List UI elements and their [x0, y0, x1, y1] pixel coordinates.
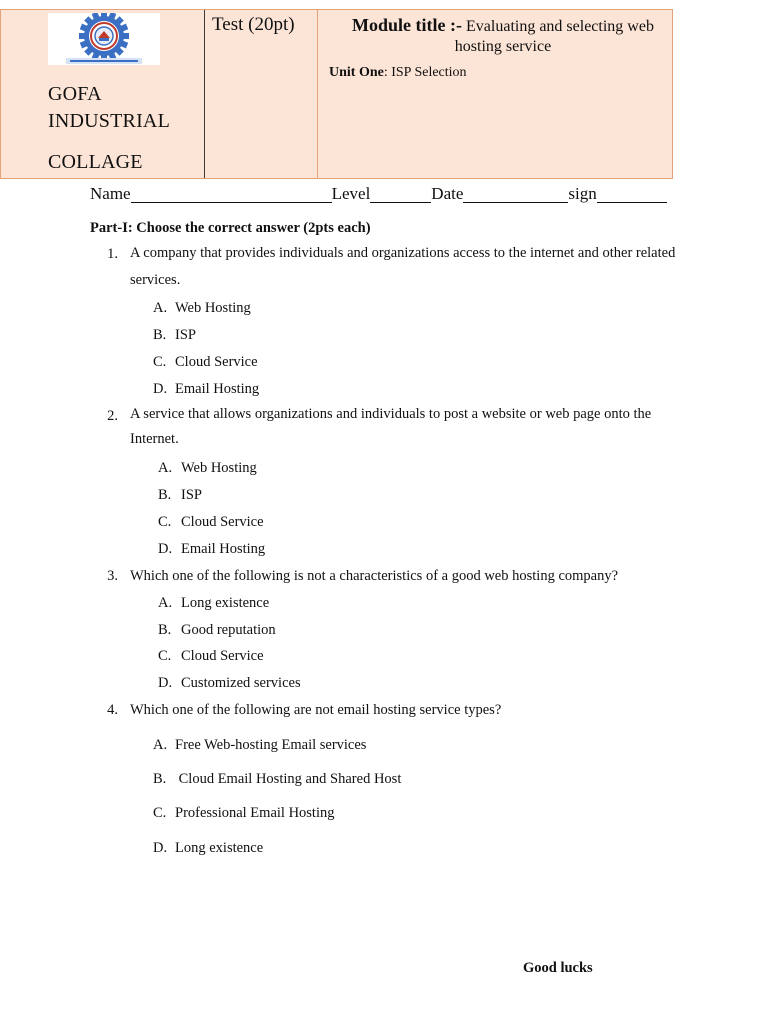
unit-label: Unit One — [329, 65, 384, 80]
option-text[interactable]: Cloud Service — [175, 354, 258, 370]
option-letter: A. — [158, 460, 173, 476]
question-text: Which one of the following is not a characteristics of a good web hosting company? — [130, 568, 619, 584]
question-text: Which one of the following are not email hosting service types? — [130, 702, 502, 718]
option-text[interactable]: Professional Email Hosting — [175, 805, 335, 821]
school-cell — [1, 10, 205, 178]
option-text[interactable]: Long existence — [181, 595, 270, 611]
question-number: 3. — [107, 568, 118, 584]
student-info-line — [90, 184, 674, 204]
option-text[interactable]: Cloud Service — [181, 648, 264, 664]
option-text[interactable]: Email Hosting — [175, 381, 260, 397]
date-label: Date — [431, 184, 464, 203]
question-text: A company that provides individuals and organizations access to the internet and other related services. — [130, 245, 676, 288]
option-text[interactable]: Long existence — [175, 840, 264, 856]
college-logo — [48, 13, 160, 65]
option-text[interactable]: ISP — [175, 327, 196, 343]
question-number: 2. — [107, 408, 118, 424]
option-letter: A. — [153, 737, 168, 753]
option-text[interactable]: Good reputation — [181, 622, 276, 638]
question-text: A service that allows organizations and individuals to post a website or web page onto the Internet. — [130, 406, 652, 447]
option-letter: C. — [158, 648, 172, 664]
option-letter: D. — [158, 675, 173, 691]
header-table — [0, 9, 673, 179]
closing-remark: Good lucks — [523, 960, 593, 976]
unit-value: : ISP Selection — [383, 65, 467, 80]
option-text[interactable]: Free Web-hosting Email services — [175, 737, 367, 753]
level-label: Level — [331, 184, 371, 203]
option-letter: D. — [153, 381, 168, 397]
option-letter: B. — [158, 487, 172, 503]
option-letter: A. — [153, 300, 168, 316]
option-text[interactable]: Cloud Service — [181, 514, 264, 530]
option-text[interactable]: Cloud Email Hosting and Shared Host — [175, 771, 402, 787]
option-text[interactable]: Customized services — [181, 675, 301, 691]
module-title — [330, 15, 676, 57]
name-label: Name — [90, 184, 131, 203]
option-letter: D. — [153, 840, 168, 856]
option-letter: D. — [158, 541, 173, 557]
sign-label: sign — [568, 184, 597, 203]
test-points-label: Test (20pt) — [212, 14, 295, 35]
module-title-label: Module title :- — [352, 15, 463, 35]
school-name-line-2: INDUSTRIAL — [48, 110, 170, 132]
option-letter: A. — [158, 595, 173, 611]
question-number: 4. — [107, 702, 118, 718]
sign-blank[interactable] — [597, 185, 667, 203]
option-letter: C. — [153, 354, 167, 370]
option-letter: B. — [158, 622, 172, 638]
option-text[interactable]: Web Hosting — [175, 300, 251, 316]
module-title-value: Evaluating and selecting web hosting service — [454, 18, 654, 55]
option-text[interactable]: ISP — [181, 487, 202, 503]
module-cell — [318, 10, 672, 178]
unit-line — [329, 66, 467, 80]
option-letter: C. — [153, 805, 167, 821]
level-blank[interactable] — [370, 185, 431, 203]
option-text[interactable]: Email Hosting — [181, 541, 266, 557]
school-name-line-3: COLLAGE — [48, 151, 143, 173]
part-title: Part-I: Choose the correct answer (2pts each) — [90, 220, 371, 236]
option-letter: B. — [153, 327, 167, 343]
option-text[interactable]: Web Hosting — [181, 460, 257, 476]
option-letter: C. — [158, 514, 172, 530]
school-name-line-1: GOFA — [48, 83, 102, 105]
option-letter: B. — [153, 771, 167, 787]
test-cell — [205, 10, 318, 178]
question-number: 1. — [107, 246, 118, 262]
name-blank[interactable] — [131, 185, 332, 203]
date-blank[interactable] — [463, 185, 568, 203]
